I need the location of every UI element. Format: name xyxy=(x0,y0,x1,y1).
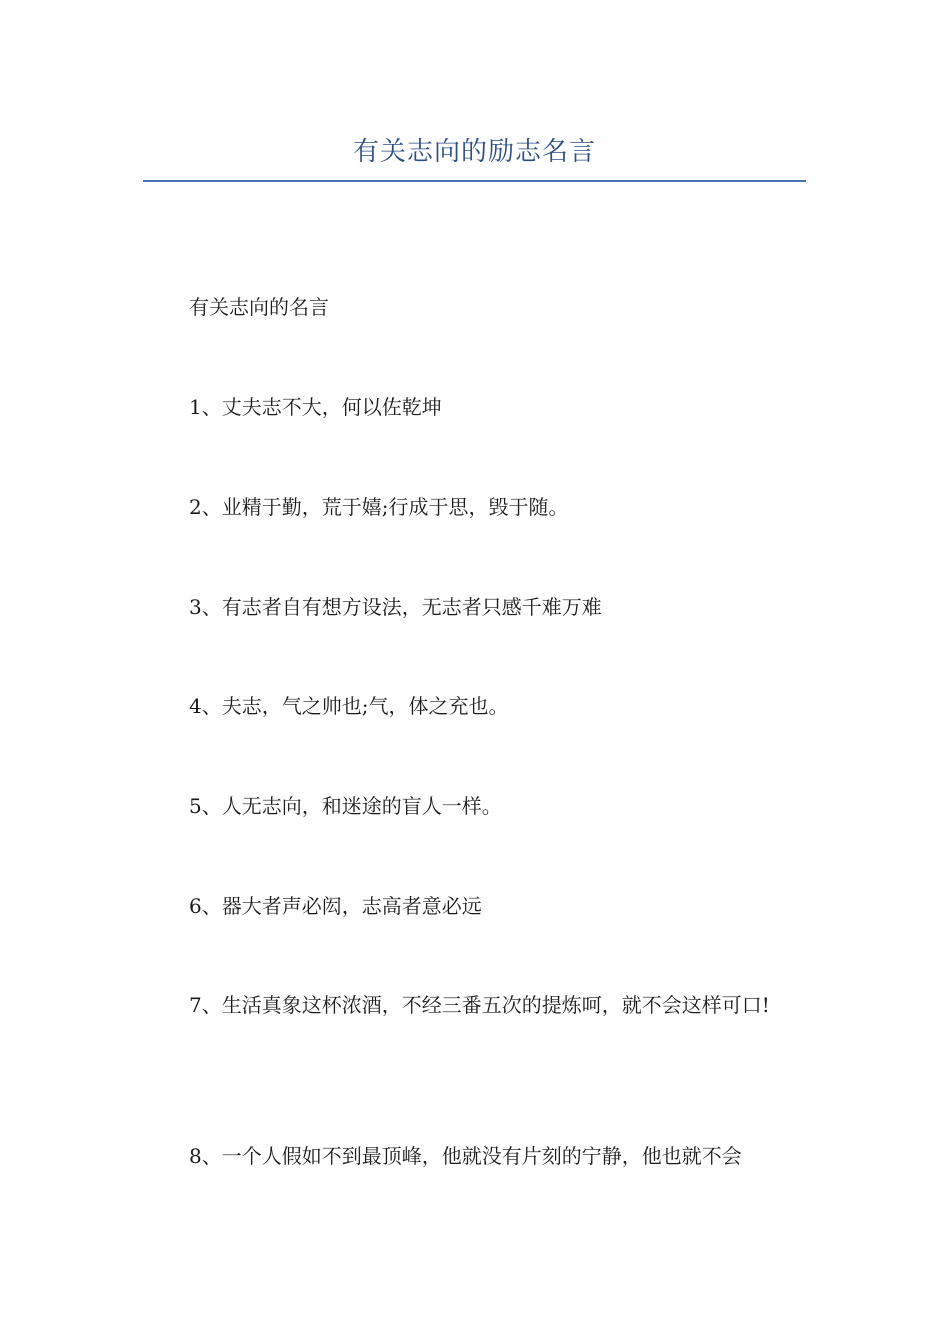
quote-item-6: 6、器大者声必闳，志高者意必远 xyxy=(189,894,482,918)
quote-item-2: 2、业精于勤，荒于嬉;行成于思，毁于随。 xyxy=(189,495,569,519)
document-title: 有关志向的励志名言 xyxy=(352,137,596,167)
quote-item-1: 1、丈夫志不大，何以佐乾坤 xyxy=(189,395,442,419)
paragraph-heading: 有关志向的名言 xyxy=(189,295,329,319)
quote-item-5: 5、人无志向，和迷途的盲人一样。 xyxy=(189,794,502,818)
title-underline xyxy=(143,180,806,182)
quote-item-3: 3、有志者自有想方设法，无志者只感千难万难 xyxy=(189,595,602,619)
quote-item-4: 4、夫志，气之帅也;气，体之充也。 xyxy=(189,694,509,718)
quote-item-8: 8、一个人假如不到最顶峰，他就没有片刻的宁静，他也就不会 xyxy=(189,1144,742,1168)
quote-item-7: 7、生活真象这杯浓酒，不经三番五次的提炼呵，就不会这样可口! xyxy=(189,993,770,1017)
